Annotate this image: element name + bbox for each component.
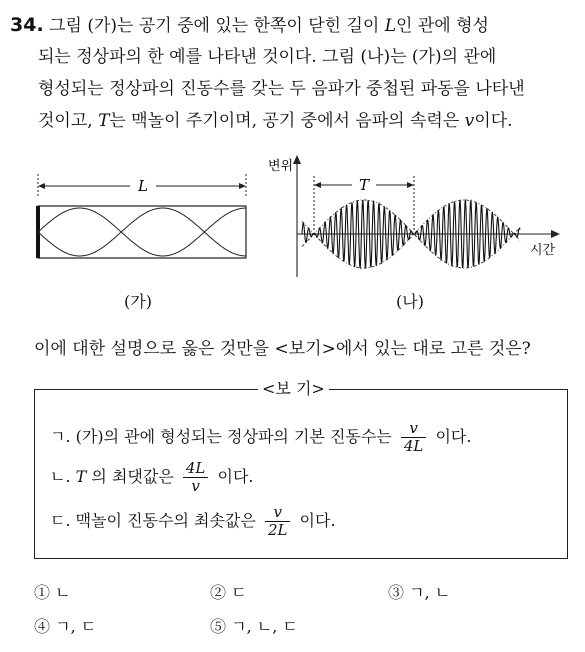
period-symbol: T — [98, 111, 110, 131]
choice-label: ㄱ, ㄷ — [55, 617, 97, 636]
choice-3[interactable] — [388, 580, 450, 603]
figure-na-caption: (나) — [396, 292, 424, 311]
fraction-numerator: 4L — [183, 460, 209, 478]
question-line-3 — [38, 78, 525, 100]
line4-tail: 이다. — [474, 111, 513, 131]
question-line-2 — [38, 46, 496, 68]
choice-2[interactable] — [210, 580, 247, 603]
choice-number: ⑤ — [210, 617, 227, 636]
line1-b: 인 관에 형성 — [396, 16, 489, 36]
choice-label: ㄱ, ㄴ, ㄷ — [231, 617, 298, 636]
period-symbol: T — [75, 467, 87, 486]
choice-1[interactable] — [34, 580, 71, 603]
choice-label: ㄷ — [231, 583, 247, 602]
fraction-numerator: v — [265, 504, 291, 522]
item-text: 맥놀이 진동수의 최솟값은 — [75, 511, 256, 530]
fraction-denominator: v — [191, 477, 200, 495]
choice-5[interactable] — [210, 614, 298, 637]
bogi-title: <보 기> — [258, 378, 329, 400]
fraction — [401, 420, 427, 455]
item-marker: ㄴ. — [50, 467, 71, 486]
item-tail: 이다. — [217, 467, 254, 486]
line4-b: 는 맥놀이 주기이며, 공기 중에서 음파의 속력은 — [109, 111, 465, 131]
figure-ga-tube — [28, 168, 258, 268]
x-axis-label: 시간 — [530, 243, 556, 258]
choice-number: ④ — [34, 617, 51, 636]
choice-number: ③ — [388, 583, 405, 602]
prompt-text: 이에 대한 설명으로 옳은 것만을 <보기>에서 있는 대로 고른 것은? — [34, 339, 531, 359]
period-label: T — [358, 176, 370, 194]
fraction-denominator: 4L — [403, 437, 424, 455]
item-text: 의 최댓값은 — [91, 467, 174, 486]
speed-symbol: v — [464, 111, 475, 131]
line3-text: 형성되는 정상파의 진동수를 갖는 두 음파가 중첩된 파동을 나타낸 — [38, 79, 525, 99]
fraction — [183, 460, 209, 495]
length-label: L — [138, 177, 148, 195]
choice-number: ① — [34, 583, 51, 602]
question-line-4 — [38, 110, 513, 132]
fraction-denominator: 2L — [267, 521, 288, 539]
bogi-item-2 — [50, 460, 253, 495]
figure-na-beats — [262, 152, 572, 282]
item-tail: 이다. — [299, 511, 336, 530]
figure-ga-caption: (가) — [124, 292, 152, 311]
choice-label: ㄱ, ㄴ — [409, 583, 451, 602]
item-text: (가)의 관에 형성되는 정상파의 기본 진동수는 — [75, 427, 392, 446]
choice-number: ② — [210, 583, 227, 602]
bogi-item-3 — [50, 504, 336, 539]
line4-a: 것이고, — [38, 111, 99, 131]
length-symbol: L — [384, 16, 397, 36]
bogi-item-1 — [50, 420, 471, 455]
fraction-numerator: v — [401, 420, 427, 438]
fraction — [265, 504, 291, 539]
line1-a: 그림 (가)는 공기 중에 있는 한쪽이 닫힌 길이 — [49, 16, 385, 36]
choice-4[interactable] — [34, 614, 96, 637]
item-tail: 이다. — [435, 427, 472, 446]
item-marker: ㄱ. — [50, 427, 71, 446]
question-line-1 — [10, 14, 489, 37]
y-axis-label: 변위 — [268, 159, 294, 174]
choice-label: ㄴ — [55, 583, 71, 602]
line2-text: 되는 정상파의 한 예를 나타낸 것이다. 그림 (나)는 (가)의 관에 — [38, 47, 497, 67]
question-number: 34. — [10, 14, 44, 36]
item-marker: ㄷ. — [50, 511, 71, 530]
